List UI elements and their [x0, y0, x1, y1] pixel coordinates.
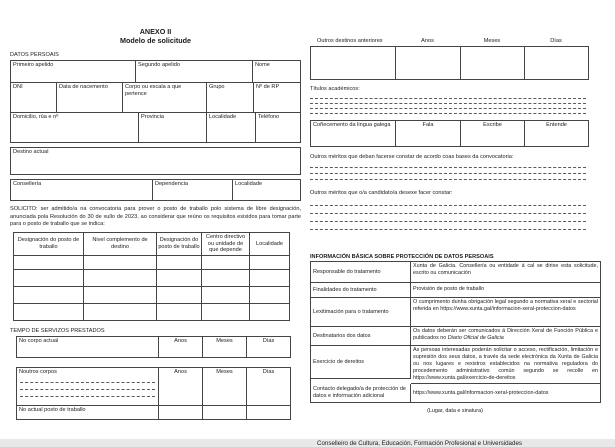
datos-persoais-table [10, 60, 301, 143]
info-row [311, 384, 601, 403]
dotted-line [310, 198, 586, 206]
info-row-label: Responsable do tratamento [311, 262, 411, 283]
field-dependencia: Dependencia [153, 180, 233, 201]
form-title [10, 28, 301, 45]
datos-persoais-heading: DATOS PERSOAIS [10, 52, 59, 59]
field-nome: Nome [253, 61, 301, 83]
left-column [10, 0, 301, 420]
info-row [311, 346, 601, 384]
titulos-dotted-lines [310, 94, 586, 114]
table-row [11, 148, 301, 175]
info-row-label: Exercicio de dereitos [311, 346, 411, 379]
table-row [11, 180, 301, 201]
proteccion-heading: INFORMACIÓN BÁSICA SOBRE PROTECCIÓN DE DATOS PERSOAIS [310, 254, 494, 260]
postos-empty-row [14, 287, 290, 304]
col-anos: Anos [159, 368, 203, 406]
title-modelo: Modelo de solicitude [119, 35, 192, 45]
field-dni: DNI [11, 83, 57, 113]
col-nivel-complemento: Nivel complemento de destino [84, 233, 157, 256]
dotted-line [310, 109, 586, 114]
info-row [311, 262, 601, 283]
field-telefono: Teléfono [256, 113, 301, 143]
postos-empty-row [14, 304, 290, 321]
postos-table [13, 232, 290, 321]
dotted-line [20, 383, 155, 390]
table-row [311, 47, 589, 80]
dotted-line [310, 222, 586, 230]
field-corpo-escala: Corpo ou escala a que pertence [123, 83, 207, 113]
solicito-paragraph: SOLICITO: ser admitido/a na convocatoria para prover o posto de traballo polo sistema de libre designación, anunciada pola Resolución do 30 de xullo de 2023, ao considerar que reúno os requisitos esixidos para tomar parte para o posto de traballo que se indica: [10, 206, 301, 228]
field-segundo-apelido: Segundo apelido [136, 61, 253, 83]
lugar-data-sinatura: (Lugar, data e sinatura) [427, 408, 483, 415]
field-localidade: Localidade [207, 113, 256, 143]
col-meses: Meses [203, 368, 247, 406]
postos-header-row [14, 233, 290, 253]
table-row [11, 61, 301, 83]
info-row [311, 283, 601, 298]
field-localidade-2: Localidade [233, 180, 301, 201]
col-designacion-posto: Designación do posto de traballo [14, 233, 84, 256]
col-dias: Días [247, 368, 291, 406]
col-designacion-posto-2: Designación do posto de traballo [157, 233, 202, 256]
dotted-line [20, 376, 155, 383]
field-no-actual-posto: No actual posto de traballo [17, 406, 159, 420]
info-row-value: https://www.xunta.gal/informacion-xeral-proteccion-datos [411, 384, 601, 403]
tempo-outros-corpos-table [16, 367, 291, 420]
col-centro-directivo: Centro directivo ou unidade de que depende [202, 233, 250, 256]
field-noutros-corpos [17, 368, 159, 406]
tempo-corpo-actual-table [16, 336, 291, 358]
col-anos: Anos [421, 38, 434, 44]
info-row-value: Provisión de posto de traballo [411, 283, 601, 298]
info-row [311, 327, 601, 346]
outros-destinos-header [310, 38, 588, 44]
meritos-candidato-label: Outros méritos que o/a candidato/a desexe facer constar: [310, 190, 453, 196]
lingua-galega-table [310, 120, 589, 147]
table-row [11, 83, 301, 113]
info-row-label: Finalidades do tratamento [311, 283, 411, 298]
meritos-bases-dotted-lines [310, 162, 586, 180]
footer-conselleiro: Conselleiro de Cultura, Educación, Formación Profesional e Universidades [317, 440, 522, 447]
info-row-label: Contacto delegado/a de protección de datos e información adicional [311, 384, 411, 403]
col-dias: Días [550, 38, 562, 44]
postos-empty-row [14, 253, 290, 270]
field-provincia: Provincia [139, 113, 207, 143]
postos-empty-row [14, 270, 290, 287]
dotted-line [310, 206, 586, 214]
info-row-label: Lexitimación para o tratamento [311, 298, 411, 327]
field-conselleria: Consellería [11, 180, 153, 201]
dotted-line [310, 214, 586, 222]
table-row [311, 121, 589, 147]
field-destino-actual: Destino actual [11, 148, 301, 175]
col-escribe: Escribe [461, 121, 525, 147]
meritos-bases-label: Outros méritos que deban facerse constar de acordo coas bases da convocatoria: [310, 154, 514, 160]
dotted-line [310, 174, 586, 180]
col-meses: Meses [483, 38, 501, 44]
table-row [11, 113, 301, 143]
destino-actual-box [10, 147, 301, 175]
info-row [311, 298, 601, 327]
right-column [310, 0, 600, 447]
table-row [17, 337, 291, 358]
proteccion-table [310, 261, 601, 403]
col-localidade: Localidade [250, 233, 290, 256]
field-no-corpo-actual: No corpo actual [17, 337, 159, 358]
col-fala: Fala [396, 121, 461, 147]
col-entende: Entende [525, 121, 589, 147]
field-domicilio: Domicilio, rúa e nº [11, 113, 139, 143]
field-grupo: Grupo [207, 83, 254, 113]
field-primeiro-apelido: Primeiro apelido [11, 61, 136, 83]
title-anexo: ANEXO II [139, 27, 172, 36]
field-num-rp: Nº de RP [254, 83, 301, 113]
info-row-label: Destinatarios dos datos [311, 327, 411, 346]
info-row-value: As persoas interesadas poderán solicitar o acceso, rectificación, limitación e supresión dos seus datos, a través da sede electrónica da Xunta de Galicia ou nos lugares e rexistros establecidos na normativa reguladora do procedemento administrativo común segundo se recolle en https://www.xunta.gal/exercicio-de-dereitos [411, 346, 601, 384]
outros-destinos-label: Outros destinos anteriores [317, 38, 383, 44]
field-lingua-galega: Coñecemento da lingua galega [311, 121, 396, 147]
dotted-line [20, 390, 155, 397]
col-dias: Días [247, 337, 291, 358]
meritos-candidato-dotted-lines [310, 198, 586, 230]
col-meses: Meses [203, 337, 247, 358]
info-row-value [411, 327, 601, 346]
info-row-value: O cumprimento dunha obrigación legal segundo a normativa xeral e sectorial referida en https://www.xunta.gal/informacion-xeral-proteccion-datos [411, 298, 601, 327]
noutros-corpos-label: Noutros corpos [19, 368, 57, 375]
diario-oficial-italic: Diario Oficial de Galicia [447, 335, 504, 342]
conselleria-table [10, 179, 301, 201]
titulos-academicos-label: Títulos académicos: [310, 86, 360, 92]
table-row [17, 406, 291, 420]
col-anos: Anos [159, 337, 203, 358]
tempo-heading: TEMPO DE SERVIZOS PRESTADOS [10, 327, 105, 334]
field-data-nacemento: Data de nacemento [57, 83, 123, 113]
info-row-value: Xunta de Galicia. Consellería ou entidade á cal se dirixe esta solicitude, escrito ou comunicación [411, 262, 601, 283]
info-row-value-text: Os datos deberán ser comunicados á Dirección Xeral de Función Pública e publicados no [413, 328, 598, 342]
outros-destinos-table [310, 46, 589, 80]
table-row [17, 368, 291, 406]
